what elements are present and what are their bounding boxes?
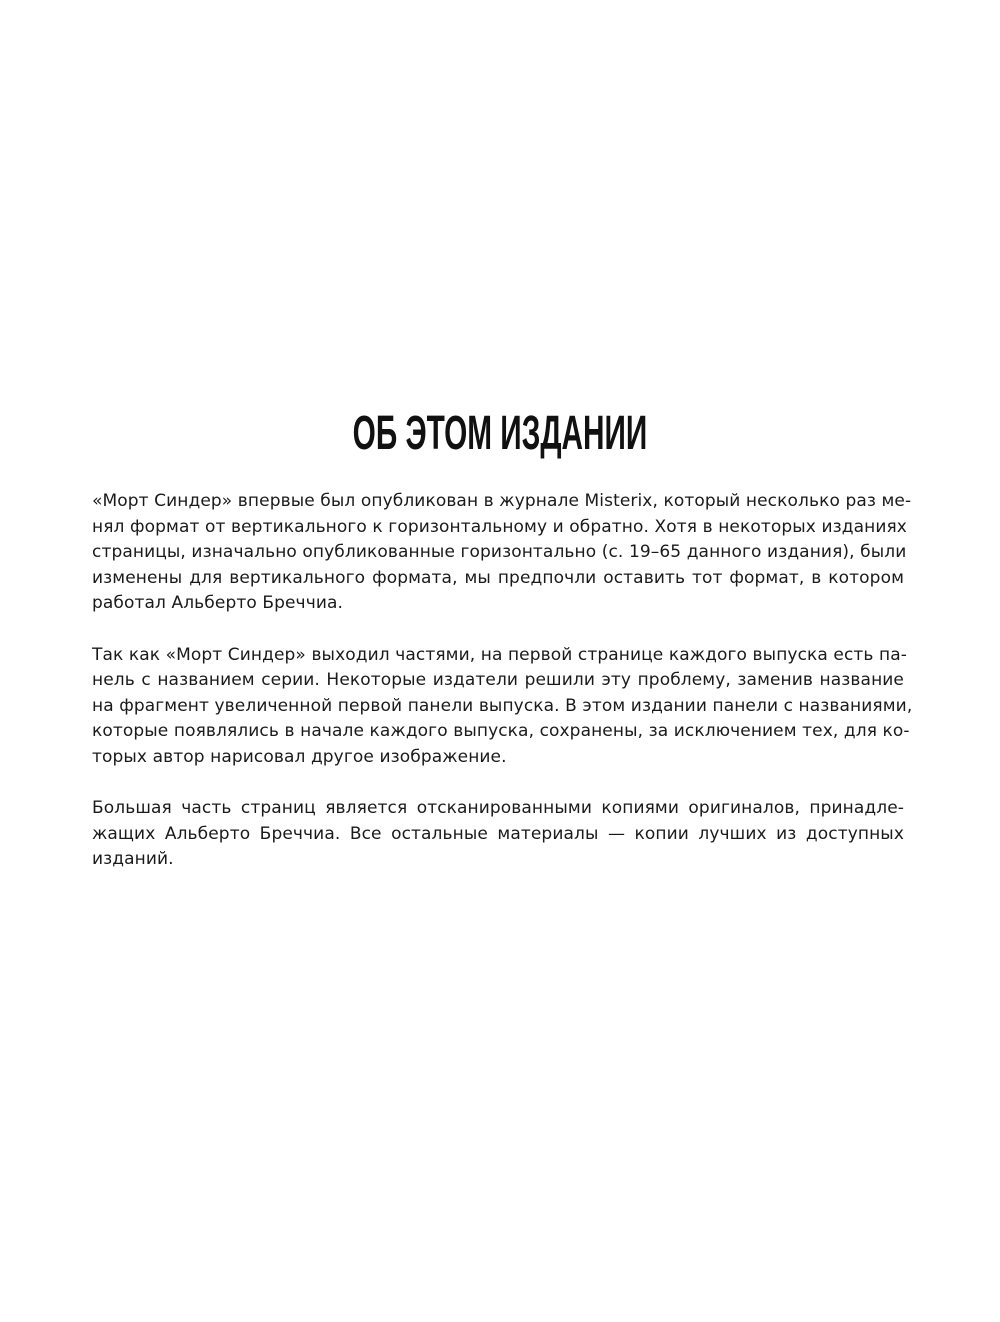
paragraph-line: изданий. (92, 849, 174, 869)
paragraph-line: работал Альберто Бреччиа. (92, 593, 344, 613)
paragraph-line: которые появлялись в начале каждого выпуска, сохранены, за исключением тех, для ко- (92, 721, 910, 741)
paragraph-line: Большая часть страниц является отсканированными копиями оригиналов, принадле- (92, 798, 904, 818)
paragraph-line: нял формат от вертикального к горизонтальному и обратно. Хотя в некоторых изданиях (92, 516, 907, 537)
paragraph-3 (92, 796, 904, 873)
paragraph-1 (92, 489, 912, 617)
paragraph-line: изменены для вертикального формата, мы предпочли оставить тот формат, в котором (92, 567, 904, 588)
paragraph-line: торых автор нарисовал другое изображение. (92, 746, 507, 767)
page-title: ОБ ЭТОМ ИЗДАНИИ (352, 407, 648, 460)
paragraph-line: на фрагмент увеличенной первой панели выпуска. В этом издании панели с названиями, (92, 695, 913, 716)
paragraph-line: жащих Альберто Бреччиа. Все остальные материалы — копии лучших из доступных (92, 823, 904, 844)
paragraph-line: нель с названием серии. Некоторые издатели решили эту проблему, заменив название (92, 670, 904, 690)
paragraph-line: Так как «Морт Синдер» выходил частями, на первой странице каждого выпуска есть па- (92, 644, 908, 665)
paragraph-line: страницы, изначально опубликованные горизонтально (с. 19–65 данного издания), были (92, 542, 907, 562)
body-text (92, 489, 913, 899)
paragraph-2 (92, 643, 913, 771)
paragraph-line: «Морт Синдер» впервые был опубликован в журнале Misterix, который несколько раз ме- (92, 491, 912, 511)
